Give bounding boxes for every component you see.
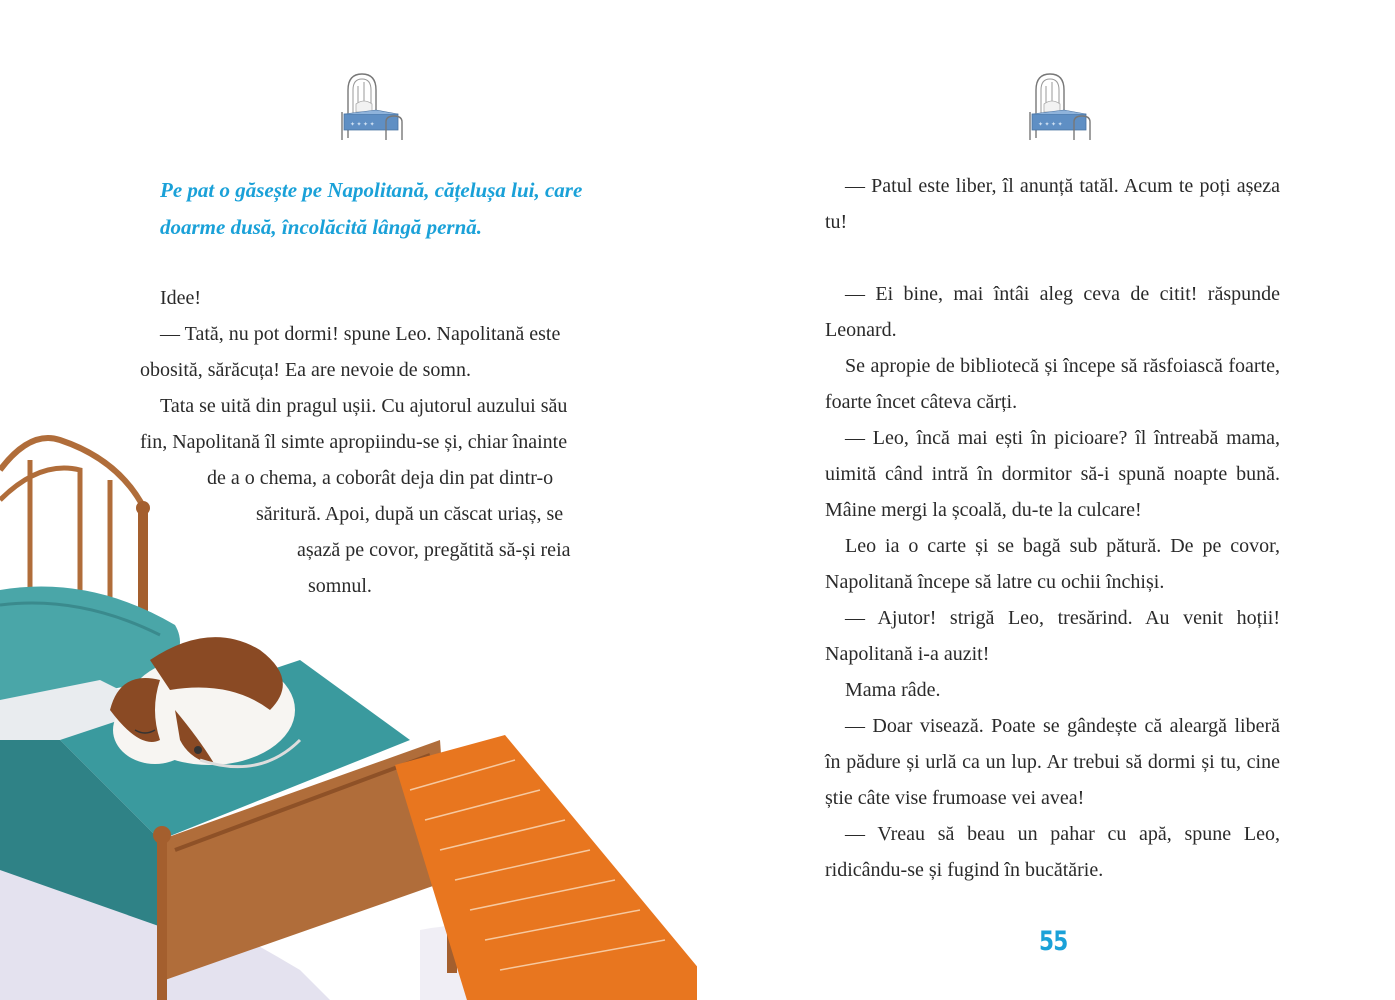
text-line: de a o chema, a coborât deja din pat dintr-o — [207, 467, 554, 489]
paragraph: — Patul este liber, îl anunță tatăl. Acum te poți așeza tu! — [825, 175, 1280, 233]
paragraph: Se apropie de bibliotecă și începe să răsfoiască foarte, foarte încet câteva cărți. — [825, 355, 1280, 413]
text-line: — Tată, nu pot dormi! spune Leo. Napolitană este — [160, 323, 561, 345]
svg-text:✦ ✦ ✦ ✦: ✦ ✦ ✦ ✦ — [1038, 122, 1063, 128]
text-line: fin, Napolitană îl simte apropiindu-se și, chiar înainte — [140, 431, 568, 453]
text-line: așază pe covor, pregătită să-și reia — [297, 539, 571, 561]
bed-icon — [336, 70, 406, 145]
paragraph: — Leo, încă mai ești în picioare? îl întreabă mama, uimită când intră în dormitor să-i spună noapte bună. Mâine mergi la școală, du-te la culcare! — [825, 427, 1280, 521]
page-number: 55 — [1039, 926, 1068, 957]
paragraph: — Doar visează. Poate se gândește că aleargă liberă în pădure și urlă ca un lup. Ar trebui să dormi și tu, cine știe câte vise frumoase vei avea! — [825, 715, 1280, 809]
text-line: obosită, sărăcuța! Ea are nevoie de somn. — [140, 359, 471, 381]
bed-icon — [1024, 70, 1094, 145]
text-line: Idee! — [160, 287, 202, 309]
paragraph: — Ei bine, mai întâi aleg ceva de citit! răspunde Leonard. — [825, 283, 1280, 341]
text-line: Tata se uită din pragul ușii. Cu ajutorul auzului său — [160, 395, 568, 417]
chapter-intro: Pe pat o găsește pe Napolitană, cățelușa lui, care doarme dusă, încolăcită lângă pernă. — [160, 178, 583, 239]
left-page — [0, 0, 697, 1000]
right-page — [697, 0, 1395, 1000]
svg-text:✦ ✦ ✦ ✦: ✦ ✦ ✦ ✦ — [350, 122, 375, 128]
text-line: somnul. — [308, 575, 372, 597]
paragraph: Leo ia o carte și se bagă sub pătură. De pe covor, Napolitană începe să latre cu ochii închiși. — [825, 535, 1280, 593]
paragraph: — Ajutor! strigă Leo, tresărind. Au venit hoții! Napolitană i-a auzit! — [825, 607, 1280, 665]
text-line: săritură. Apoi, după un căscat uriaș, se — [256, 503, 564, 525]
right-page-text — [825, 168, 1280, 888]
paragraph: — Vreau să beau un pahar cu apă, spune Leo, ridicându-se și fugind în bucătărie. — [825, 823, 1280, 881]
paragraph: Mama râde. — [845, 679, 941, 701]
